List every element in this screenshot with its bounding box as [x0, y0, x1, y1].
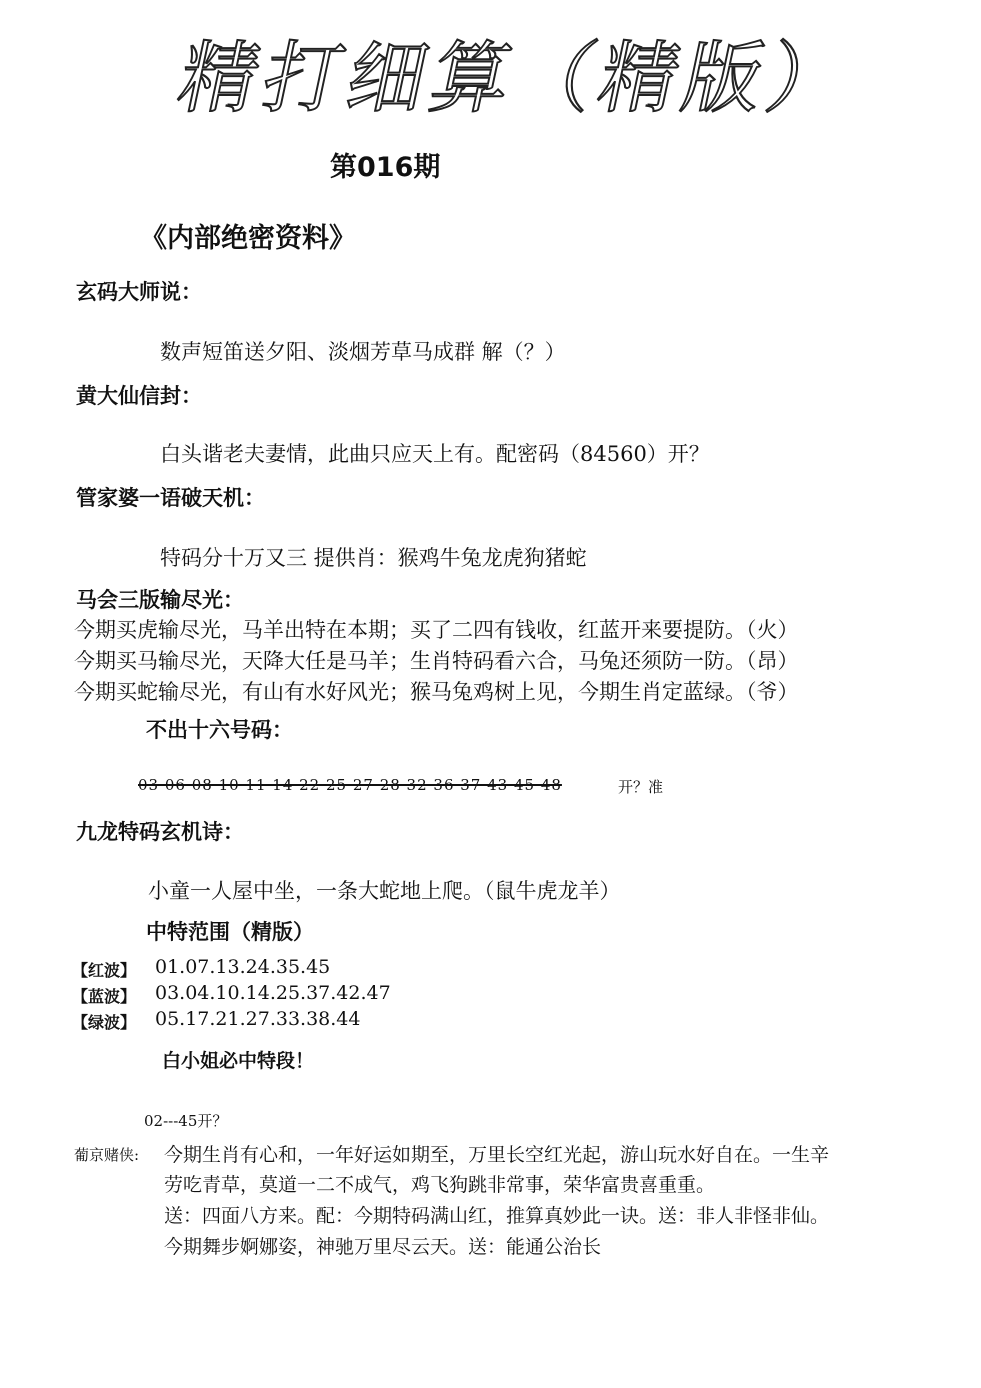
huang-heading: 黄大仙信封： [76, 384, 202, 408]
blue-wave-label: 【蓝波】 [72, 987, 137, 1006]
xuanma-heading: 玄码大师说： [76, 280, 202, 304]
pujing-line: 劳吃青草，莫道一二不成气，鸡飞狗跳非常事，荣华富贵喜重重。 [164, 1174, 716, 1196]
jiulong-heading: 九龙特码玄机诗： [76, 820, 244, 844]
range-heading: 中特范围（精版） [146, 920, 314, 944]
red-wave-label: 【红波】 [72, 961, 137, 980]
pujing-line: 今期生肖有心和，一年好运如期至，万里长空红光起，游山玩水好自在。一生辛 [164, 1144, 830, 1166]
huang-text: 白头谐老夫妻情，此曲只应天上有。配密码（84560）开？ [160, 442, 710, 466]
mahui-line: 今期买马输尽光，天降大任是马羊；生肖特码看六合，马兔还须防一防。（昂） [74, 649, 799, 673]
issue-number: 第016期 [330, 152, 441, 183]
guanjia-heading: 管家婆一语破天机： [76, 486, 265, 510]
guanjia-text: 特码分十万又三 提供肖：猴鸡牛兔龙虎狗猪蛇 [160, 546, 587, 570]
pujing-line: 今期舞步婀娜姿，神驰万里尽云天。送：能通公治长 [164, 1236, 602, 1258]
mahui-line: 今期买虎输尽光，马羊出特在本期；买了二四有钱收，红蓝开来要提防。（火） [74, 618, 799, 642]
bai-heading: 白小姐必中特段！ [162, 1050, 315, 1072]
internal-title: 《内部绝密资料》 [140, 223, 356, 254]
mahui-heading: 马会三版输尽光： [76, 588, 244, 612]
excluded-numbers: 03 06 08 10 11 14 22 25 27 28 32 36 37 43 45 48 [138, 776, 562, 794]
mahui-line: 今期买蛇输尽光，有山有水好风光；猴马兔鸡树上见，今期生肖定蓝绿。（爷） [74, 680, 799, 704]
blue-wave-numbers: 03.04.10.14.25.37.42.47 [155, 982, 391, 1004]
buchu-heading: 不出十六号码： [146, 718, 293, 742]
excluded-suffix: 开？准 [618, 778, 664, 796]
banner-title: 精打细算（精版） [170, 34, 862, 124]
red-wave-numbers: 01.07.13.24.35.45 [155, 956, 331, 978]
green-wave-label: 【绿波】 [72, 1013, 137, 1032]
green-wave-numbers: 05.17.21.27.33.38.44 [155, 1008, 361, 1030]
pujing-label: 葡京赌侠: [74, 1146, 140, 1164]
xuanma-text: 数声短笛送夕阳、淡烟芳草马成群 解（？） [160, 340, 566, 364]
bai-text: 02---45开？ [144, 1112, 228, 1130]
jiulong-text: 小童一人屋中坐，一条大蛇地上爬。（鼠牛虎龙羊） [148, 879, 621, 903]
pujing-line: 送：四面八方来。配：今期特码满山红，推算真妙此一诀。送：非人非怪非仙。 [164, 1205, 830, 1227]
